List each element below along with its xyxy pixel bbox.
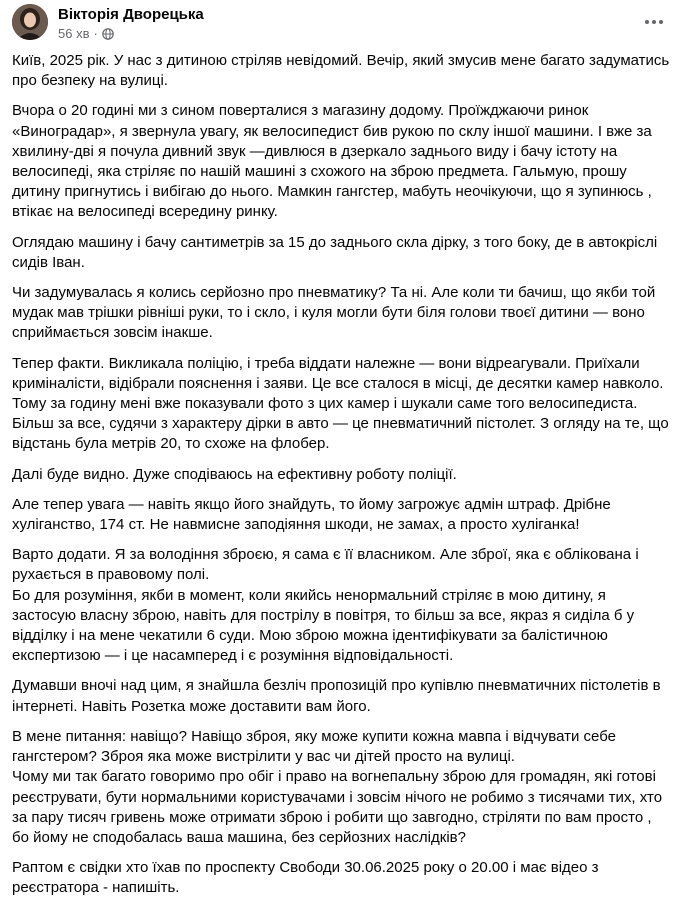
avatar[interactable]: [12, 4, 48, 40]
post-paragraph: Далі буде видно. Дуже сподіваюсь на ефективну роботу поліції.: [12, 465, 457, 483]
more-options-icon[interactable]: [636, 12, 672, 32]
profile-photo-icon: [12, 4, 48, 40]
globe-icon[interactable]: [102, 28, 114, 40]
author-name[interactable]: Вікторія Дворецька: [58, 6, 204, 23]
post-paragraph: Тепер факти. Викликала поліцію, і треба віддати належне — вони відреагували. Приїхали криміналісти, відібрали пояснення і заяви. Це все сталося в місці, де десятки камер навколо. Тому за годину мені вже показували фото з цих камер і шукали саме того велосипедиста. Більш за все, судячи з характеру дірки в авто — це пневматичний пістолет. З огляду на те, що відстань була метрів 20, то схоже на флобер.: [12, 354, 669, 453]
post-paragraph: Варто додати. Я за володіння зброєю, я сама є її власником. Але зброї, яка є облікована і рухається в правовому полі. Бо для розуміння, якби в момент, коли якийсь ненормальний стріляє в мою дитину, я застосую власну зброю, навіть для пострілу в повітря, то більш за все, якраз я сиділа б у відділку і на мене чекатили 6 суди. Мою зброю можна ідентифікувати за балістичною експертизою — і це насамперед і є розуміння відповідальності.: [12, 546, 639, 665]
post-header: [12, 4, 672, 44]
post-paragraph: Оглядаю машину і бачу сантиметрів за 15 до заднього скла дірку, з того боку, де в автокрiслі сидів Іван.: [12, 233, 658, 271]
post-paragraph: Київ, 2025 рік. У нас з дитиною стріляв невідомий. Вечір, який змусив мене багато задуматись про безпеку на вулиці.: [12, 52, 670, 90]
meta-separator: ·: [93, 26, 98, 41]
post-paragraph: В мене питання: навіщо? Навіщо зброя, яку може купити кожна мавпа і відчувати себе гангстером? Зброя яка може вистрілити у вас чи дітей просто на вулиці. Чому ми так багато говоримо про обіг і право на вогнепальну зброю для громадян, які готові реєструвати, бути нормальними користувачами і зовсім нічого не робимо з тисячами тих, хто за пару тисяч гривень може отримати зброю і робити що завгодно, стріляти по вам просто , бо йому не сподобалась ваша машина, без серйозних наслідків?: [12, 727, 663, 846]
post-time[interactable]: 56 хв: [58, 26, 90, 41]
post-paragraph: Раптом є свідки хто їхав по проспекту Свободи 30.06.2025 року о 20.00 і має відео з реєстратора - напишіть.: [12, 859, 599, 897]
post-body: [12, 51, 672, 909]
post-paragraph: Вчора о 20 годині ми з сином поверталися з магазину додому. Проїжджаючи ринок «Виноградар», я звернула увагу, як велосипедист бив рукою по склу іншої машини. І вже за хвилину-дві я почула дивний звук —дивлюся в дзеркало заднього виду і бачу істоту на велосипеді, яка стріляє по нашій машині з схожого на зброю предмета. Гальмую, прошу дитину пригнутись і вибігаю до нього. Мамкин гангстер, мабуть неочікуючи, що я зупинюсь , втікає на велосипеді всередину ринку.: [12, 102, 652, 221]
post-paragraph: Чи задумувалась я колись серйозно про пневматику? Та ні. Але коли ти бачиш, що якби той мудак мав трішки рівніші руки, то і скло, і куля могли бути біля голови твоєї дитини — воно сприймається зовсім інакше.: [12, 284, 656, 342]
post-paragraph: Але тепер увага — навіть якщо його знайдуть, то йому загрожує адмін штраф. Дрібне хуліганство, 174 ст. Не навмисне заподіяння шкоди, не замах, а просто хуліганка!: [12, 495, 611, 534]
post-paragraph: Думавши вночі над цим, я знайшла безліч пропозицій про купівлю пневматичних пістолетів в інтернеті. Навіть Розетка може доставити вам його.: [12, 677, 661, 715]
post-meta: [58, 26, 114, 41]
